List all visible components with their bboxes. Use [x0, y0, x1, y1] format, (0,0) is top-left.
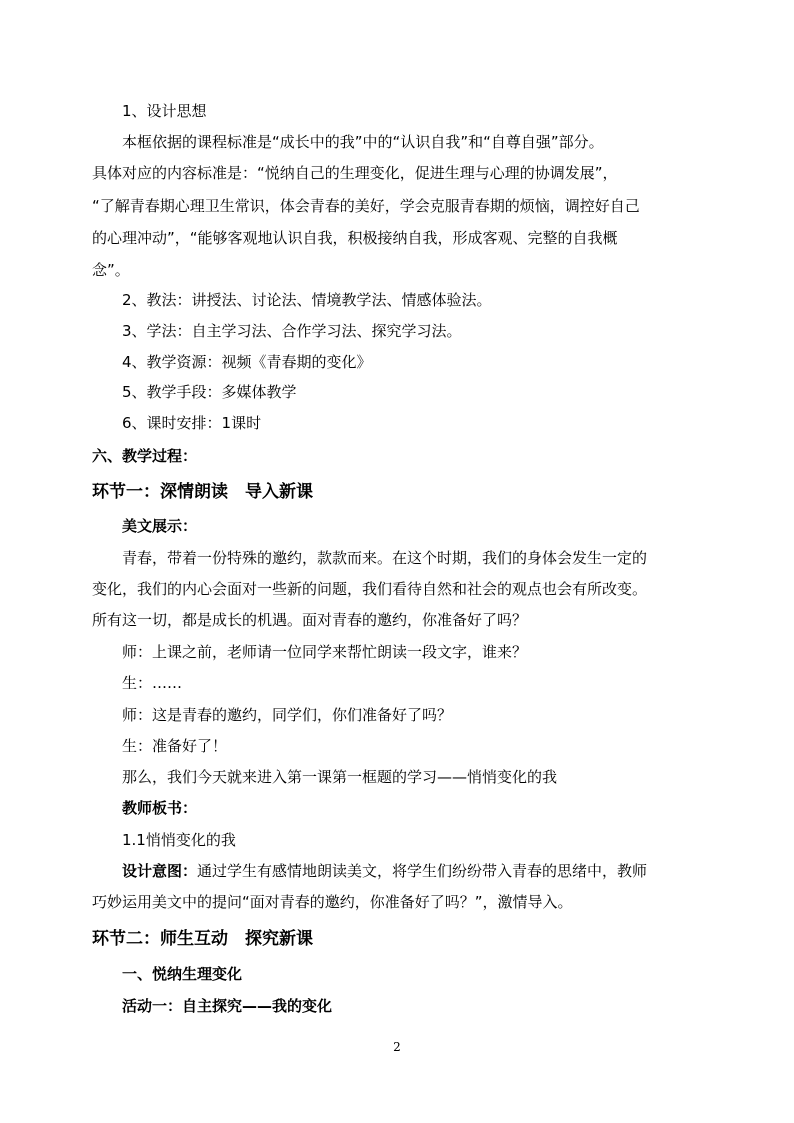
paragraph-line: 的心理冲动”，“能够客观地认识自我，积极接纳自我，形成客观、完整的自我概 [92, 229, 618, 247]
dialogue-line: 师：上课之前，老师请一位同学来帮忙朗读一段文字，谁来？ [122, 643, 528, 661]
poem-line: 所有这一切，都是成长的机遇。面对青春的邀约，你准备好了吗？ [92, 611, 528, 629]
design-intent-line [122, 861, 742, 881]
design-intent-text: 通过学生有感情地朗读美文，将学生们纷纷带入青春的思绪中，教师 [197, 862, 648, 880]
paragraph-line: 具体对应的内容标准是：“悦纳自己的生理变化，促进生理与心理的协调发展”， [92, 164, 618, 182]
page-number: 2 [393, 1040, 401, 1054]
stage-two-heading: 环节二：师生互动 探究新课 [92, 929, 313, 949]
dialogue-line: 师：这是青春的邀约，同学们，你们准备好了吗？ [122, 706, 453, 724]
lesson-time-line: 6、课时安排：1课时 [122, 414, 262, 432]
dialogue-line: 生：准备好了！ [122, 737, 228, 755]
design-intent-label: 设计意图： [122, 862, 198, 880]
subsection-heading: 一、悦纳生理变化 [122, 965, 243, 983]
dialogue-line: 生：…… [122, 674, 183, 692]
paragraph-line: 本框依据的课程标准是“成长中的我”中的“认识自我”和“自尊自强”部分。 [122, 133, 604, 151]
design-intent-line: 巧妙运用美文中的提问“面对青春的邀约，你准备好了吗？”，激情导入。 [92, 893, 573, 911]
teaching-tool-line: 5、教学手段：多媒体教学 [122, 383, 297, 401]
board-writing-content: 1.1悄悄变化的我 [122, 831, 236, 849]
teaching-method-line: 2、教法：讲授法、讨论法、情境教学法、情感体验法。 [122, 291, 492, 309]
transition-line: 那么，我们今天就来进入第一课第一框题的学习——悄悄变化的我 [122, 768, 558, 786]
poem-line: 青春，带着一份特殊的邀约，款款而来。在这个时期，我们的身体会发生一定的 [122, 549, 648, 567]
paragraph-line: “了解青春期心理卫生常识，体会青春的美好，学会克服青春期的烦恼，调控好自己 [92, 197, 640, 215]
stage-one-heading: 环节一：深情朗读 导入新课 [92, 482, 313, 502]
learning-method-line: 3、学法：自主学习法、合作学习法、探究学习法。 [122, 322, 462, 340]
resource-line: 4、教学资源：视频《青春期的变化》 [122, 353, 372, 371]
section-design-idea: 1、设计思想 [122, 102, 207, 120]
paragraph-line: 念”。 [92, 261, 130, 279]
board-writing-label: 教师板书： [122, 799, 198, 817]
poem-line: 变化，我们的内心会面对一些新的问题，我们看待自然和社会的观点也会有所改变。 [92, 580, 648, 598]
showcase-label: 美文展示： [122, 517, 198, 535]
teaching-process-heading: 六、教学过程： [92, 447, 198, 465]
activity-heading: 活动一：自主探究——我的变化 [122, 997, 333, 1015]
